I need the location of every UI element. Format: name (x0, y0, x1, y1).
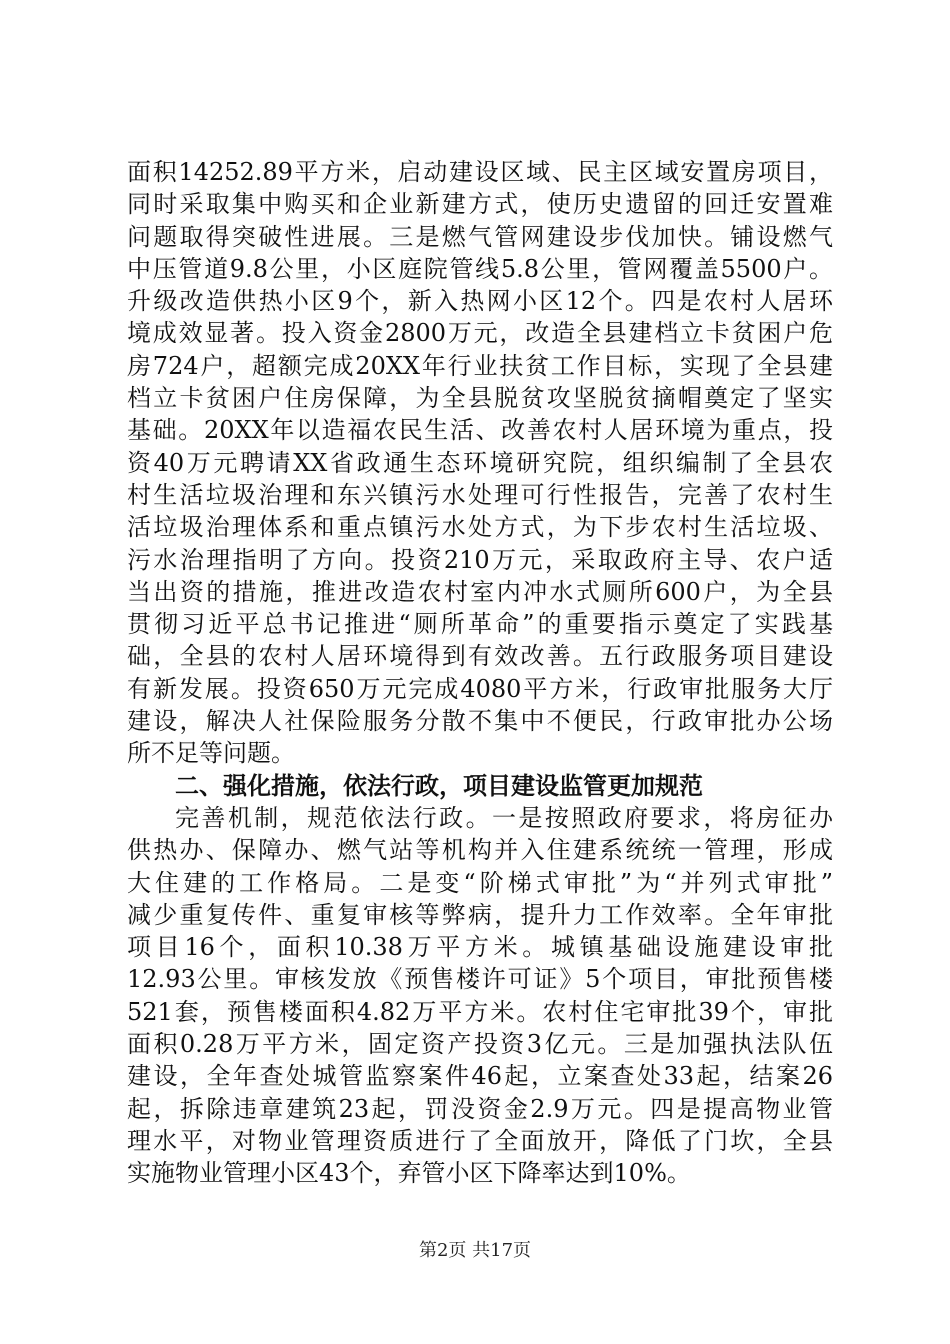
paragraph-line: 房724户，超额完成20XX年行业扶贫工作目标，实现了全县建 (127, 351, 833, 380)
paragraph-line: 基础。20XX年以造福农民生活、改善农村人居环境为重点，投 (127, 416, 833, 445)
paragraph-line: 项目16个，面积10.38万平方米。城镇基础设施建设审批 (127, 933, 833, 962)
paragraph-line: 贯彻习近平总书记推进“厕所革命”的重要指示奠定了实践基 (127, 610, 833, 639)
paragraph-line: 污水治理指明了方向。投资210万元，采取政府主导、农户适 (127, 545, 833, 574)
paragraph-line: 建设，全年查处城管监察案件46起，立案查处33起，结案26 (127, 1062, 833, 1091)
paragraph-line: 资40万元聘请XX省政通生态环境研究院，组织编制了全县农 (127, 448, 833, 477)
paragraph-line: 建设，解决人社保险服务分散不集中不便民，行政审批办公场 (127, 707, 833, 736)
paragraph-line: 升级改造供热小区9个，新入热网小区12个。四是农村人居环 (127, 287, 833, 316)
paragraph-line: 础，全县的农村人居环境得到有效改善。五行政服务项目建设 (127, 642, 833, 671)
paragraph-line: 起，拆除违章建筑23起，罚没资金2.9万元。四是提高物业管 (127, 1094, 833, 1123)
paragraph-line: 完善机制，规范依法行政。一是按照政府要求，将房征办 (175, 803, 833, 832)
paragraph-line: 521套，预售楼面积4.82万平方米。农村住宅审批39个，审批 (127, 997, 833, 1026)
paragraph-line: 有新发展。投资650万元完成4080平方米，行政审批服务大厅 (127, 674, 833, 703)
paragraph-line: 同时采取集中购买和企业新建方式，使历史遗留的回迁安置难 (127, 190, 833, 219)
paragraph-line: 当出资的措施，推进改造农村室内冲水式厕所600户，为全县 (127, 577, 833, 606)
paragraph-line: 问题取得突破性进展。三是燃气管网建设步伐加快。铺设燃气 (127, 222, 833, 251)
paragraph-line: 实施物业管理小区43个，弃管小区下降率达到10%。 (127, 1159, 691, 1188)
paragraph-line: 理水平，对物业管理资质进行了全面放开，降低了门坎，全县 (127, 1126, 833, 1155)
paragraph-line: 中压管道9.8公里，小区庭院管线5.8公里，管网覆盖5500户。 (127, 254, 833, 283)
paragraph-line: 大住建的工作格局。二是变“阶梯式审批”为“并列式审批” (127, 868, 833, 897)
page-number-footer: 第2页 共17页 (418, 1240, 532, 1261)
paragraph-line: 村生活垃圾治理和东兴镇污水处理可行性报告，完善了农村生 (127, 480, 833, 509)
paragraph-line: 活垃圾治理体系和重点镇污水处方式，为下步农村生活垃圾、 (127, 513, 833, 542)
paragraph-line: 面积14252.89平方米，启动建设区域、民主区域安置房项目， (127, 158, 833, 186)
section-heading: 二、强化措施，依法行政，项目建设监管更加规范 (175, 771, 703, 800)
paragraph-line: 面积0.28万平方米，固定资产投资3亿元。三是加强执法队伍 (127, 1030, 833, 1059)
paragraph-line: 12.93公里。审核发放《预售楼许可证》5个项目，审批预售楼 (127, 965, 833, 994)
paragraph-line: 档立卡贫困户住房保障，为全县脱贫攻坚脱贫摘帽奠定了坚实 (127, 384, 833, 413)
document-body (127, 156, 833, 1190)
paragraph-line: 供热办、保障办、燃气站等机构并入住建系统统一管理，形成 (127, 836, 833, 865)
paragraph-line: 减少重复传件、重复审核等弊病，提升力工作效率。全年审批 (127, 900, 833, 929)
paragraph-line: 所不足等问题。 (127, 739, 295, 768)
paragraph-line: 境成效显著。投入资金2800万元，改造全县建档立卡贫困户危 (127, 319, 833, 348)
